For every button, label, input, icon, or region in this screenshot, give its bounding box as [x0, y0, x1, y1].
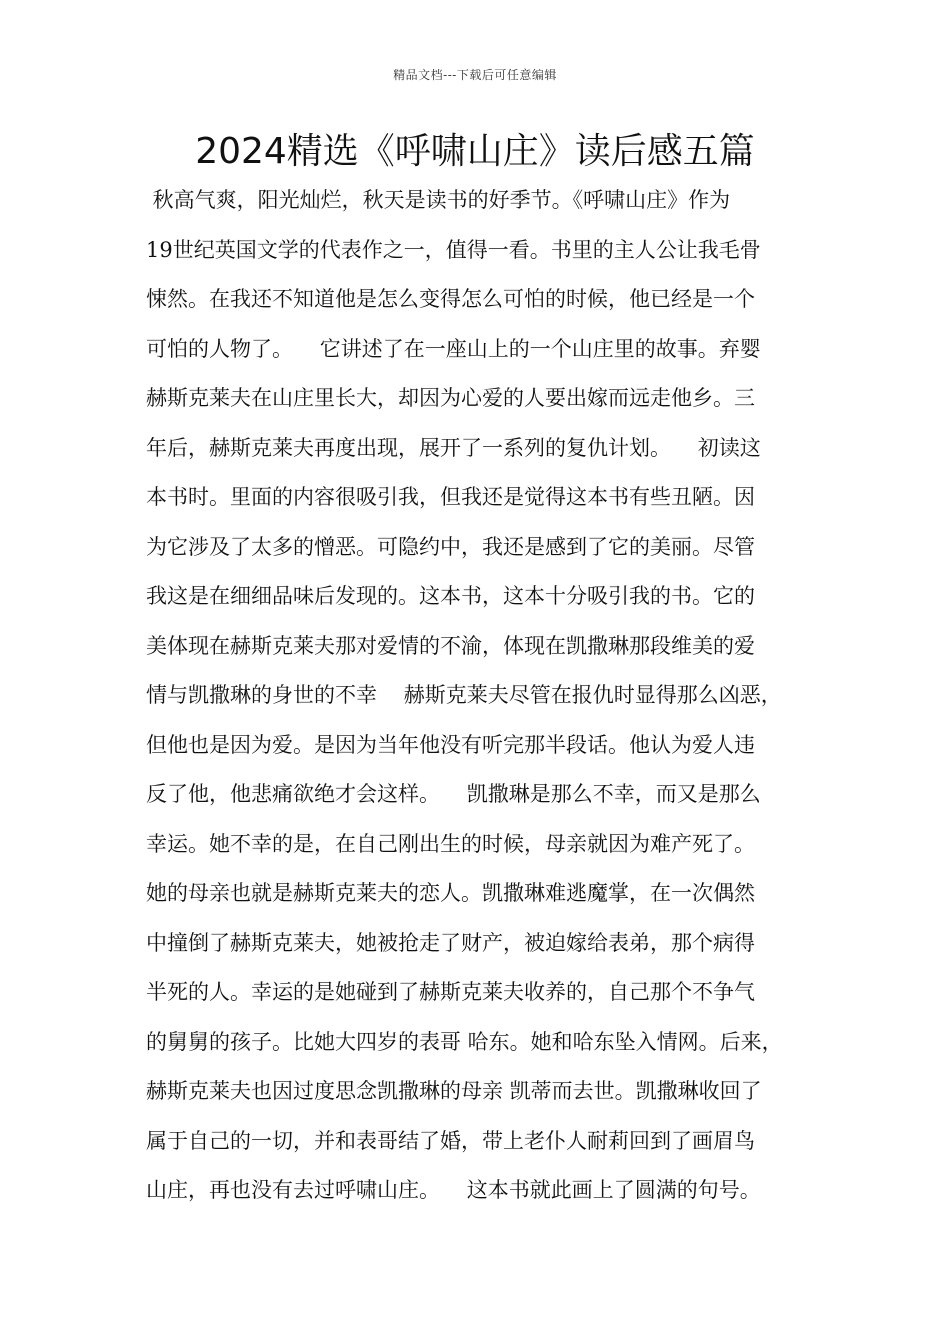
text-line: 幸运。她不幸的是，在自己刚出生的时候，母亲就因为难产死了。 [146, 831, 755, 856]
text-line: 但他也是因为爱。是因为当年他没有听完那半段话。他认为爱人违 [146, 732, 755, 757]
text-line: 为它涉及了太多的憎恶。可隐约中，我还是感到了它的美丽。尽管 [146, 534, 755, 559]
text-line: 赫斯克莱夫在山庄里长大，却因为心爱的人要出嫁而远走他乡。三 [146, 386, 755, 410]
text-line: 我这是在细细品味后发现的。这本书，这本十分吸引我的书。它的 [146, 584, 755, 608]
text-line: 19世纪英国文学的代表作之一，值得一看。书里的主人公让我毛骨 [146, 237, 761, 262]
text-line: 山庄，再也没有去过呼啸山庄。 这本书就此画上了圆满的句号。 [146, 1178, 761, 1202]
text-line: 她的母亲也就是赫斯克莱夫的恋人。凯撒琳难逃魔掌，在一次偶然 [146, 881, 755, 905]
text-line: 赫斯克莱夫也因过度思念凯撒琳的母亲 凯蒂而去世。凯撒琳收回了 [146, 1079, 762, 1103]
page-title: 2024精选《呼啸山庄》读后感五篇 [195, 131, 755, 172]
text-line: 秋高气爽，阳光灿烂，秋天是读书的好季节。《呼啸山庄》作为 [146, 188, 731, 212]
text-line: 属于自己的一切，并和表哥结了婚，带上老仆人耐莉回到了画眉鸟 [146, 1128, 755, 1153]
text-line: 本书时。里面的内容很吸引我，但我还是觉得这本书有些丑陋。因 [146, 485, 755, 509]
text-line: 美体现在赫斯克莱夫那对爱情的不渝，体现在凯撒琳那段维美的爱 [146, 633, 755, 658]
essay-body [146, 176, 826, 1216]
text-line: 情与凯撒琳的身世的不幸 赫斯克莱夫尽管在报仇时显得那么凶恶， [146, 683, 782, 707]
text-line: 反了他，他悲痛欲绝才会这样。 凯撒琳是那么不幸，而又是那么 [146, 782, 761, 806]
text-line: 悚然。在我还不知道他是怎么变得怎么可怕的时候，他已经是一个 [146, 287, 755, 311]
text-line: 年后，赫斯克莱夫再度出现，展开了一系列的复仇计划。 初读这 [146, 435, 761, 460]
text-line: 半死的人。幸运的是她碰到了赫斯克莱夫收养的，自己那个不争气 [146, 980, 755, 1004]
text-line: 可怕的人物了。 它讲述了在一座山上的一个山庄里的故事。弃婴 [146, 336, 761, 361]
text-line: 的舅舅的孩子。比她大四岁的表哥 哈东。她和哈东坠入情网。后来， [146, 1029, 783, 1054]
text-line: 中撞倒了赫斯克莱夫，她被抢走了财产，被迫嫁给表弟，那个病得 [146, 930, 755, 955]
header-note: 精品文档---下载后可任意编辑 [393, 68, 557, 82]
